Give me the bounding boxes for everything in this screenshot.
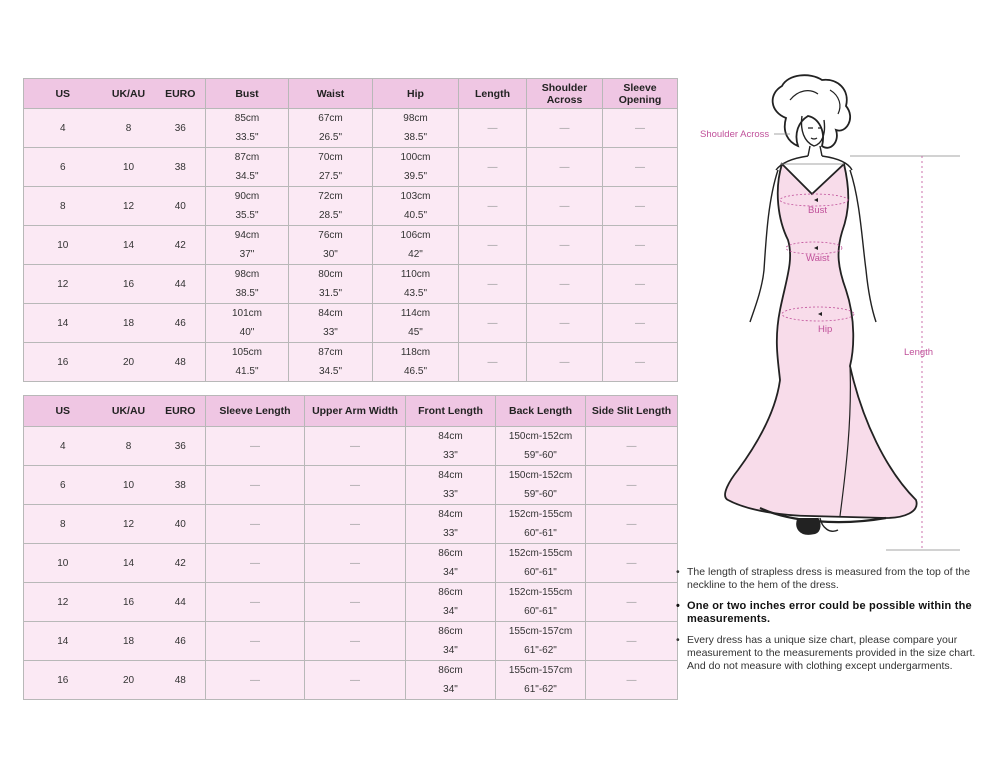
us-size-cell: 8 <box>24 505 102 544</box>
header-bust: Bust <box>206 79 289 109</box>
back-length-cell-cm: 152cm-155cm <box>508 587 573 598</box>
side-slit-length-cell: — <box>586 466 678 505</box>
hip-cell-inch: 46.5" <box>403 366 427 377</box>
header-uk-au: UK/AU <box>102 396 156 427</box>
back-length-cell <box>496 622 586 661</box>
front-length-cell <box>406 622 496 661</box>
table-body <box>24 427 681 700</box>
length-cell: — <box>459 343 527 382</box>
us-size-cell: 4 <box>24 109 102 148</box>
table-header-row <box>24 79 678 109</box>
upper-arm-width-cell: — <box>305 583 406 622</box>
front-length-cell-inch: 33" <box>443 489 458 500</box>
euro-size-cell: 42 <box>156 226 206 265</box>
sleeve-opening-cell: — <box>603 109 678 148</box>
bust-cell-cm: 85cm <box>234 113 260 124</box>
euro-size-cell: 40 <box>156 187 206 226</box>
back-length-cell-cm: 152cm-155cm <box>508 509 573 520</box>
uk-au-size-cell: 18 <box>102 622 156 661</box>
length-cell: — <box>459 187 527 226</box>
table-row <box>24 622 678 661</box>
header-sleeve-length: Sleeve Length <box>206 396 305 427</box>
header-length: Length <box>459 79 527 109</box>
euro-size-cell: 40 <box>156 505 206 544</box>
bust-cell-inch: 37" <box>239 249 255 260</box>
uk-au-size-cell: 12 <box>102 505 156 544</box>
bust-cell <box>206 226 289 265</box>
uk-au-size-cell: 20 <box>102 661 156 700</box>
header-euro: EURO <box>156 79 206 109</box>
table-row <box>24 109 678 148</box>
us-size-cell: 14 <box>24 622 102 661</box>
waist-cell <box>289 226 373 265</box>
back-length-cell-inch: 59"-60" <box>524 489 557 500</box>
hip-cell-cm: 106cm <box>400 230 431 241</box>
uk-au-size-cell: 16 <box>102 583 156 622</box>
header-euro: EURO <box>156 396 206 427</box>
bust-cell <box>206 187 289 226</box>
bust-cell-cm: 94cm <box>234 230 260 241</box>
bust-cell-cm: 87cm <box>234 152 260 163</box>
table-row <box>24 466 678 505</box>
euro-size-cell: 44 <box>156 265 206 304</box>
back-length-cell <box>496 427 586 466</box>
header-sleeve-opening: Sleeve Opening <box>603 79 678 109</box>
hip-cell-cm: 110cm <box>400 269 431 280</box>
hip-cell-inch: 39.5" <box>403 171 427 182</box>
sleeve-length-cell: — <box>206 505 305 544</box>
euro-size-cell: 38 <box>156 148 206 187</box>
back-length-cell-inch: 61"-62" <box>524 645 557 656</box>
bust-cell <box>206 304 289 343</box>
sleeve-opening-cell: — <box>603 226 678 265</box>
bust-cell-cm: 90cm <box>234 191 260 202</box>
us-size-cell: 16 <box>24 661 102 700</box>
note-text: One or two inches error could be possible within the measurements. <box>687 600 972 625</box>
us-size-cell: 14 <box>24 304 102 343</box>
header-us: US <box>24 396 102 427</box>
bust-label: Bust <box>808 205 828 216</box>
uk-au-size-cell: 12 <box>102 187 156 226</box>
back-length-cell-inch: 60"-61" <box>524 567 557 578</box>
sleeve-length-cell: — <box>206 427 305 466</box>
size-table-body-measurements <box>23 78 678 382</box>
header-front-length: Front Length <box>406 396 496 427</box>
header-shoulder-across: Shoulder Across <box>527 79 603 109</box>
table-row <box>24 505 678 544</box>
front-length-cell-inch: 34" <box>443 684 458 695</box>
hip-cell <box>373 265 459 304</box>
hip-cell-inch: 45" <box>408 327 423 338</box>
waist-cell-inch: 28.5" <box>318 210 342 221</box>
bust-cell-inch: 34.5" <box>235 171 259 182</box>
hip-cell-cm: 98cm <box>403 113 428 124</box>
waist-cell-inch: 27.5" <box>318 171 342 182</box>
waist-cell-cm: 80cm <box>318 269 343 280</box>
euro-size-cell: 42 <box>156 544 206 583</box>
front-length-cell <box>406 505 496 544</box>
front-length-cell-inch: 33" <box>443 528 458 539</box>
waist-cell <box>289 304 373 343</box>
note-compare-measurements <box>676 634 981 673</box>
back-length-cell-inch: 61"-62" <box>524 684 557 695</box>
upper-arm-width-cell: — <box>305 427 406 466</box>
waist-cell-cm: 67cm <box>318 113 343 124</box>
length-cell: — <box>459 304 527 343</box>
upper-arm-width-cell: — <box>305 622 406 661</box>
front-length-cell <box>406 544 496 583</box>
waist-cell <box>289 187 373 226</box>
us-size-cell: 10 <box>24 226 102 265</box>
waist-cell-inch: 33" <box>323 327 338 338</box>
length-cell: — <box>459 109 527 148</box>
waist-cell <box>289 109 373 148</box>
note-strapless-length <box>676 566 981 592</box>
front-length-cell <box>406 661 496 700</box>
us-size-cell: 4 <box>24 427 102 466</box>
bust-cell-inch: 33.5" <box>235 132 259 143</box>
side-slit-length-cell: — <box>586 661 678 700</box>
note-bullet: • <box>676 600 681 612</box>
euro-size-cell: 44 <box>156 583 206 622</box>
us-size-cell: 16 <box>24 343 102 382</box>
us-size-cell: 12 <box>24 265 102 304</box>
front-length-cell-cm: 84cm <box>438 431 463 442</box>
us-size-cell: 10 <box>24 544 102 583</box>
face-shape <box>802 116 825 146</box>
uk-au-size-cell: 20 <box>102 343 156 382</box>
euro-size-cell: 36 <box>156 109 206 148</box>
bust-cell-cm: 98cm <box>234 269 260 280</box>
uk-au-size-cell: 10 <box>102 148 156 187</box>
side-slit-length-cell: — <box>586 544 678 583</box>
sleeve-length-cell: — <box>206 583 305 622</box>
waist-cell <box>289 343 373 382</box>
sleeve-opening-cell: — <box>603 304 678 343</box>
waist-cell-inch: 30" <box>323 249 338 260</box>
dress-measurement-diagram <box>690 60 990 560</box>
back-length-cell-cm: 150cm-152cm <box>508 470 573 481</box>
us-size-cell: 6 <box>24 466 102 505</box>
shoulder-across-cell: — <box>527 148 603 187</box>
waist-cell-cm: 70cm <box>318 152 343 163</box>
front-length-cell-cm: 84cm <box>438 470 463 481</box>
length-cell: — <box>459 226 527 265</box>
shoulder-across-cell: — <box>527 226 603 265</box>
side-slit-length-cell: — <box>586 505 678 544</box>
table-row <box>24 427 678 466</box>
hip-cell-inch: 38.5" <box>403 132 427 143</box>
hip-cell-inch: 42" <box>408 249 423 260</box>
sleeve-length-cell: — <box>206 622 305 661</box>
upper-arm-width-cell: — <box>305 661 406 700</box>
sleeve-length-cell: — <box>206 544 305 583</box>
back-length-cell <box>496 505 586 544</box>
upper-arm-width-cell: — <box>305 544 406 583</box>
length-label: Length <box>904 347 934 358</box>
table-row <box>24 187 678 226</box>
waist-cell <box>289 265 373 304</box>
sleeve-opening-cell: — <box>603 148 678 187</box>
table-row <box>24 544 678 583</box>
note-error-margin <box>676 600 981 626</box>
hip-cell-cm: 100cm <box>400 152 431 163</box>
table-row <box>24 583 678 622</box>
front-length-cell-inch: 33" <box>443 450 458 461</box>
back-length-cell <box>496 583 586 622</box>
header-waist: Waist <box>289 79 373 109</box>
table-body <box>24 109 678 382</box>
length-cell: — <box>459 265 527 304</box>
back-length-cell-cm: 150cm-152cm <box>508 431 573 442</box>
bust-cell <box>206 265 289 304</box>
euro-size-cell: 46 <box>156 304 206 343</box>
header-back-length: Back Length <box>496 396 586 427</box>
euro-size-cell: 48 <box>156 661 206 700</box>
bust-cell-inch: 41.5" <box>235 366 259 377</box>
waist-cell-cm: 87cm <box>318 347 343 358</box>
euro-size-cell: 48 <box>156 343 206 382</box>
bust-cell-cm: 101cm <box>231 308 262 319</box>
front-length-cell-cm: 86cm <box>438 587 463 598</box>
back-length-cell-inch: 60"-61" <box>524 606 557 617</box>
bust-cell-inch: 38.5" <box>235 288 259 299</box>
hip-cell <box>373 343 459 382</box>
header-us: US <box>24 79 102 109</box>
bust-cell <box>206 109 289 148</box>
sleeve-opening-cell: — <box>603 187 678 226</box>
waist-cell-cm: 84cm <box>318 308 343 319</box>
side-slit-length-cell: — <box>586 583 678 622</box>
front-length-cell <box>406 583 496 622</box>
uk-au-size-cell: 16 <box>102 265 156 304</box>
us-size-cell: 6 <box>24 148 102 187</box>
bust-cell-inch: 40" <box>239 327 255 338</box>
front-length-cell-cm: 86cm <box>438 626 463 637</box>
euro-size-cell: 46 <box>156 622 206 661</box>
hip-label: Hip <box>818 324 833 335</box>
back-length-cell <box>496 466 586 505</box>
back-length-cell <box>496 544 586 583</box>
hip-cell-cm: 118cm <box>400 347 431 358</box>
front-length-cell-inch: 34" <box>443 606 458 617</box>
length-cell: — <box>459 148 527 187</box>
table-row <box>24 265 678 304</box>
waist-label: Waist <box>806 253 830 264</box>
note-text: The length of strapless dress is measured from the top of the neckline to the hem of the dress. <box>687 566 971 591</box>
upper-arm-width-cell: — <box>305 505 406 544</box>
sleeve-length-cell: — <box>206 661 305 700</box>
table-row <box>24 304 678 343</box>
back-length-cell-cm: 152cm-155cm <box>508 548 573 559</box>
side-slit-length-cell: — <box>586 427 678 466</box>
euro-size-cell: 38 <box>156 466 206 505</box>
front-length-cell-cm: 86cm <box>438 548 463 559</box>
hip-cell-inch: 40.5" <box>403 210 427 221</box>
bust-cell <box>206 148 289 187</box>
waist-cell-inch: 34.5" <box>318 366 342 377</box>
sleeve-opening-cell: — <box>603 343 678 382</box>
uk-au-size-cell: 18 <box>102 304 156 343</box>
table-header-row <box>24 396 678 427</box>
hip-cell <box>373 109 459 148</box>
table-row <box>24 343 678 382</box>
bust-cell <box>206 343 289 382</box>
waist-cell <box>289 148 373 187</box>
note-bullet: • <box>676 634 680 646</box>
uk-au-size-cell: 8 <box>102 427 156 466</box>
side-slit-length-cell: — <box>586 622 678 661</box>
bust-cell-cm: 105cm <box>231 347 262 358</box>
shoulder-across-cell: — <box>527 109 603 148</box>
sleeve-length-cell: — <box>206 466 305 505</box>
bust-cell-inch: 35.5" <box>235 210 259 221</box>
sleeve-opening-cell: — <box>603 265 678 304</box>
back-length-cell <box>496 661 586 700</box>
uk-au-size-cell: 14 <box>102 226 156 265</box>
us-size-cell: 8 <box>24 187 102 226</box>
front-length-cell-cm: 84cm <box>438 509 463 520</box>
uk-au-size-cell: 14 <box>102 544 156 583</box>
header-uk-au: UK/AU <box>102 79 156 109</box>
table-row <box>24 226 678 265</box>
note-bullet: • <box>676 566 680 578</box>
hip-cell-cm: 103cm <box>400 191 431 202</box>
header-upper-arm-width: Upper Arm Width <box>305 396 406 427</box>
back-length-cell-inch: 60"-61" <box>524 528 557 539</box>
hip-cell <box>373 148 459 187</box>
size-table-garment-lengths <box>23 395 681 700</box>
back-length-cell-cm: 155cm-157cm <box>508 626 573 637</box>
hip-cell <box>373 304 459 343</box>
waist-cell-inch: 26.5" <box>318 132 342 143</box>
header-side-slit-length: Side Slit Length <box>586 396 678 427</box>
dress-shape <box>725 164 917 518</box>
shoulder-across-cell: — <box>527 187 603 226</box>
table-row <box>24 661 678 700</box>
header-hip: Hip <box>373 79 459 109</box>
uk-au-size-cell: 8 <box>102 109 156 148</box>
euro-size-cell: 36 <box>156 427 206 466</box>
upper-arm-width-cell: — <box>305 466 406 505</box>
back-length-cell-cm: 155cm-157cm <box>508 665 573 676</box>
note-text: Every dress has a unique size chart, please compare your measurement to the measurements provided in the size chart. And do not measure with clothing except undergarments. <box>687 634 976 672</box>
shoulder-across-cell: — <box>527 265 603 304</box>
front-length-cell <box>406 427 496 466</box>
hip-cell <box>373 187 459 226</box>
hip-cell <box>373 226 459 265</box>
waist-cell-inch: 31.5" <box>318 288 342 299</box>
back-length-cell-inch: 59"-60" <box>524 450 557 461</box>
shoulder-across-cell: — <box>527 304 603 343</box>
front-length-cell <box>406 466 496 505</box>
hip-cell-inch: 43.5" <box>403 288 427 299</box>
waist-cell-cm: 72cm <box>318 191 343 202</box>
hip-cell-cm: 114cm <box>400 308 431 319</box>
front-length-cell-inch: 34" <box>443 645 458 656</box>
table-row <box>24 148 678 187</box>
front-length-cell-inch: 34" <box>443 567 458 578</box>
shoulder-across-cell: — <box>527 343 603 382</box>
shoulder-across-label: Shoulder Across <box>700 129 770 140</box>
size-notes <box>676 566 981 681</box>
front-length-cell-cm: 86cm <box>438 665 463 676</box>
waist-cell-cm: 76cm <box>318 230 343 241</box>
uk-au-size-cell: 10 <box>102 466 156 505</box>
us-size-cell: 12 <box>24 583 102 622</box>
